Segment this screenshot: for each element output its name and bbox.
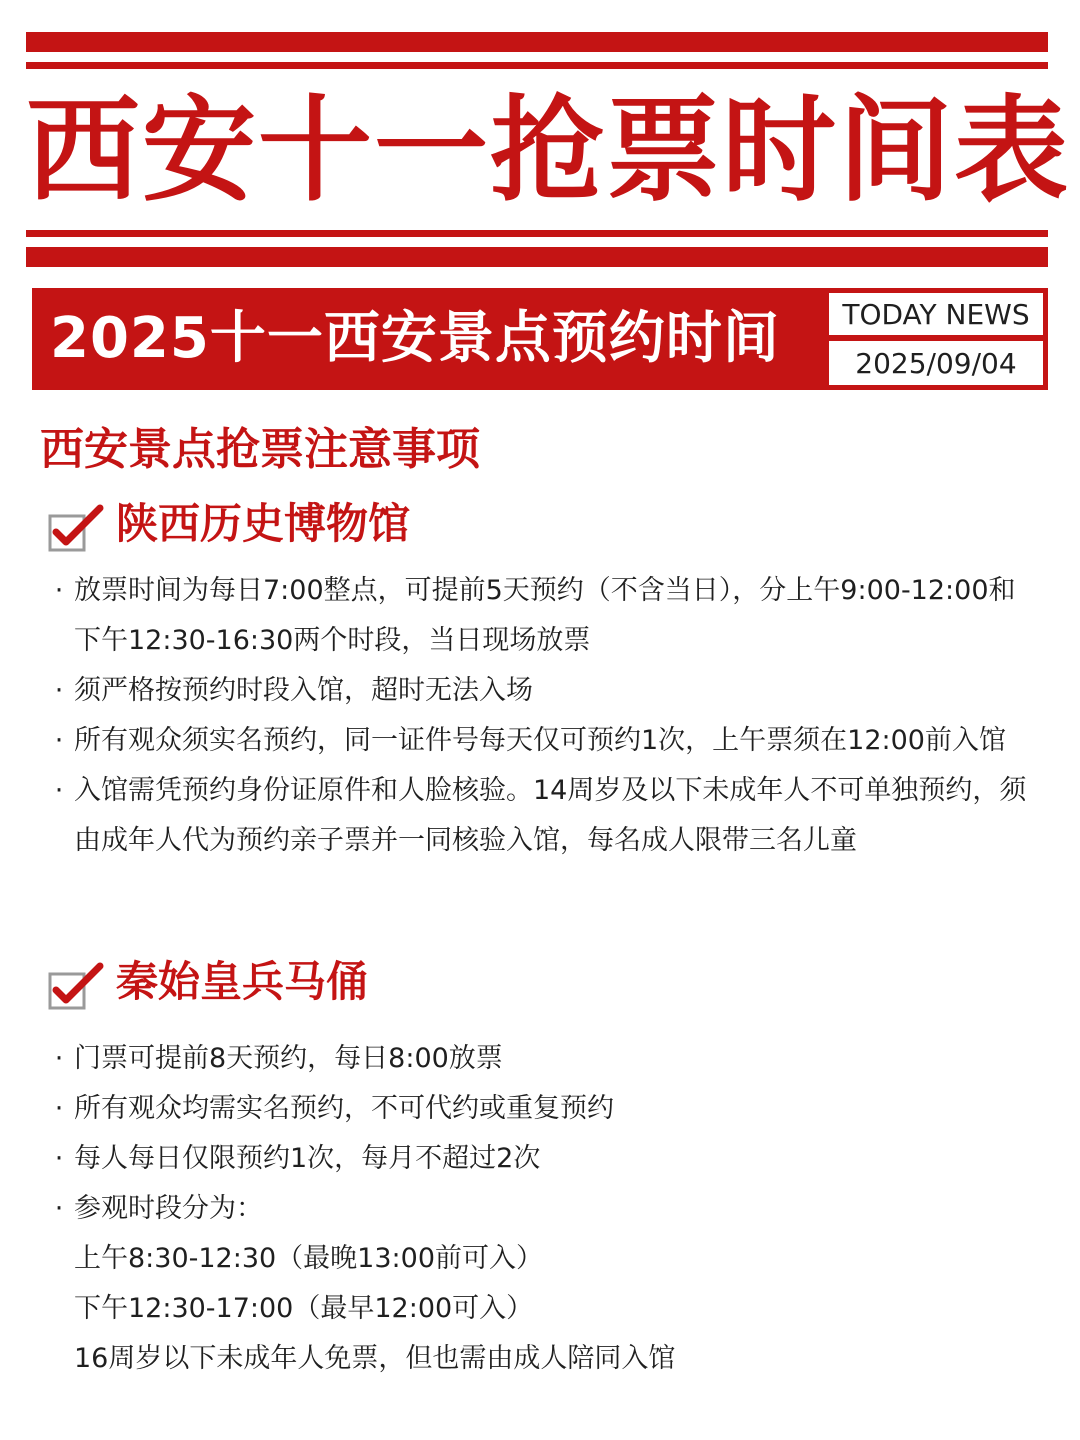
list-item-text: 每人每日仅限预约1次，每月不超过2次 xyxy=(74,1143,541,1174)
time-slot-line: 上午8:30-12:30（最晚13:00前可入） xyxy=(74,1243,543,1274)
page-title: 西安十一抢票时间表 xyxy=(26,84,1071,217)
list-item xyxy=(52,666,1032,716)
bullet-icon: · xyxy=(54,1043,64,1074)
list-item-text: 入馆需凭预约身份证原件和人脸核验。14周岁及以下未成年人不可单独预约，须由成年人代为预约亲子票并一同核验入馆，每名成人限带三名儿童 xyxy=(74,775,1027,856)
bullet-icon: · xyxy=(54,675,64,706)
bullet-icon: · xyxy=(54,1093,64,1124)
bullet-icon: · xyxy=(54,575,64,606)
news-box xyxy=(829,293,1043,385)
top-rule-thick xyxy=(26,32,1048,52)
list-item-text: 所有观众均需实名预约，不可代约或重复预约 xyxy=(74,1093,614,1124)
section-title: 陕西历史博物馆 xyxy=(116,499,411,548)
notice-heading: 西安景点抢票注意事项 xyxy=(40,424,480,475)
terracotta-army-list xyxy=(52,1034,1032,1384)
checkbox-checked-icon xyxy=(48,962,106,1014)
note-line: 16周岁以下未成年人免票，但也需由成人陪同入馆 xyxy=(74,1343,676,1374)
section-title: 秦始皇兵马俑 xyxy=(116,957,369,1006)
bullet-icon: · xyxy=(54,725,64,756)
bottom-rule-thick xyxy=(26,247,1048,267)
bullet-icon: · xyxy=(54,1143,64,1174)
news-label: TODAY NEWS xyxy=(829,293,1043,335)
list-item xyxy=(52,716,1032,766)
list-item xyxy=(52,1184,1032,1234)
shaanxi-museum-list xyxy=(52,566,1032,866)
list-item-text: 门票可提前8天预约，每日8:00放票 xyxy=(74,1043,503,1074)
banner-title: 2025十一西安景点预约时间 xyxy=(50,306,780,371)
top-rule-thin xyxy=(26,62,1048,69)
list-item xyxy=(52,566,1032,666)
list-item xyxy=(52,1134,1032,1184)
bullet-icon: · xyxy=(54,1193,64,1224)
bullet-icon: · xyxy=(54,775,64,806)
list-item xyxy=(52,766,1032,866)
bottom-rule-thin xyxy=(26,230,1048,237)
time-slot-line: 下午12:30-17:00（最早12:00可入） xyxy=(74,1293,534,1324)
list-item xyxy=(52,1084,1032,1134)
list-item-text: 所有观众须实名预约，同一证件号每天仅可预约1次，上午票须在12:00前入馆 xyxy=(74,725,1006,756)
list-item-text: 参观时段分为： xyxy=(74,1193,263,1224)
subtitle-banner xyxy=(32,288,1048,390)
list-item-text: 须严格按预约时段入馆，超时无法入场 xyxy=(74,675,533,706)
list-item-text: 放票时间为每日7:00整点，可提前5天预约（不含当日），分上午9:00-12:00和下午12:30-16:30两个时段，当日现场放票 xyxy=(74,575,1016,656)
list-item xyxy=(52,1034,1032,1084)
news-date: 2025/09/04 xyxy=(829,341,1043,385)
checkbox-checked-icon xyxy=(48,504,106,556)
